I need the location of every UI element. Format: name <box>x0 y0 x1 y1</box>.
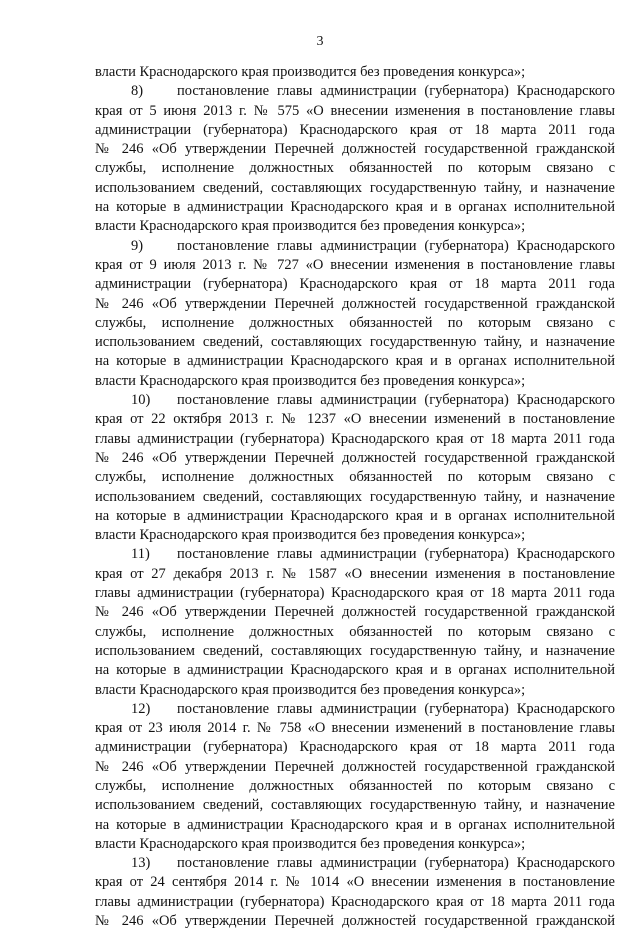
list-item-line: власти Краснодарского края производится без проведения конкурса»; <box>95 681 526 698</box>
list-item-line: края от 23 июля 2014 г. № 758 «О внесении изменений в постановление главы <box>95 720 615 737</box>
list-item-text: постановление главы администрации (губернатора) Краснодарского <box>177 700 615 717</box>
list-item-line: службы, исполнение должностных обязанностей по которым связано с <box>95 469 615 486</box>
list-item-first-line <box>95 391 615 410</box>
page-number: 3 <box>316 34 324 49</box>
list-item-line: службы, исполнение должностных обязанностей по которым связано с <box>95 623 615 640</box>
list-item-line: службы, исполнение должностных обязанностей по которым связано с <box>95 777 615 794</box>
list-item-line: № 246 «Об утверждении Перечней должностей государственной гражданской <box>95 449 615 466</box>
list-item-line: администрации (губернатора) Краснодарского края от 18 марта 2011 года <box>95 739 615 756</box>
list-item-number: 8) <box>131 83 144 100</box>
list-item-first-line <box>95 545 615 564</box>
list-item-line: на которые в администрации Краснодарского края и в органах исполнительной <box>95 199 615 216</box>
document-body <box>95 63 615 931</box>
list-item-number: 10) <box>131 392 151 409</box>
list-item-text: постановление главы администрации (губернатора) Краснодарского <box>177 83 615 100</box>
list-item-line: главы администрации (губернатора) Краснодарского края от 18 марта 2011 года <box>95 430 615 447</box>
list-item-line: использованием сведений, составляющих государственную тайну, и назначение <box>95 334 615 351</box>
list-item-line: использованием сведений, составляющих государственную тайну, и назначение <box>95 797 615 814</box>
list-item-line: № 246 «Об утверждении Перечней должностей государственной гражданской <box>95 141 615 158</box>
list-item-line: на которые в администрации Краснодарского края и в органах исполнительной <box>95 662 615 679</box>
list-item-text: постановление главы администрации (губернатора) Краснодарского <box>177 392 615 409</box>
list-item-line: администрации (губернатора) Краснодарского края от 18 марта 2011 года <box>95 121 615 138</box>
lead-line: власти Краснодарского края производится без проведения конкурса»; <box>95 64 526 80</box>
list-item-line: на которые в администрации Краснодарского края и в органах исполнительной <box>95 507 615 524</box>
list-item-line: № 246 «Об утверждении Перечней должностей государственной гражданской <box>95 295 615 312</box>
list-item-text: постановление главы администрации (губернатора) Краснодарского <box>177 855 615 872</box>
list-item-line: края от 9 июля 2013 г. № 727 «О внесении изменения в постановление главы <box>95 256 615 273</box>
list-item-line: края от 5 июня 2013 г. № 575 «О внесении изменения в постановление главы <box>95 102 615 119</box>
list-item-line: службы, исполнение должностных обязанностей по которым связано с <box>95 160 615 177</box>
list-item-line: края от 22 октября 2013 г. № 1237 «О внесении изменений в постановление <box>95 411 615 428</box>
list-item-first-line <box>95 700 615 719</box>
list-item-line: администрации (губернатора) Краснодарского края от 18 марта 2011 года <box>95 276 615 293</box>
list-item-line: власти Краснодарского края производится без проведения конкурса»; <box>95 218 526 235</box>
list-item-line: края от 24 сентября 2014 г. № 1014 «О внесении изменения в постановление <box>95 874 615 891</box>
list-item-line: главы администрации (губернатора) Краснодарского края от 18 марта 2011 года <box>95 893 615 910</box>
list-item-line: использованием сведений, составляющих государственную тайну, и назначение <box>95 642 615 659</box>
list-item-first-line <box>95 82 615 101</box>
list-item-first-line <box>95 237 615 256</box>
list-item-text: постановление главы администрации (губернатора) Краснодарского <box>177 237 615 254</box>
list-item-line: использованием сведений, составляющих государственную тайну, и назначение <box>95 179 615 196</box>
list-item-number: 13) <box>131 855 151 872</box>
list-item-number: 11) <box>131 546 150 563</box>
list-item-line: власти Краснодарского края производится без проведения конкурса»; <box>95 527 526 544</box>
list-item-line: на которые в администрации Краснодарского края и в органах исполнительной <box>95 353 615 370</box>
list-item-first-line <box>95 854 615 873</box>
list-item-line: главы администрации (губернатора) Краснодарского края от 18 марта 2011 года <box>95 585 615 602</box>
list-item-line: на которые в администрации Краснодарского края и в органах исполнительной <box>95 816 615 833</box>
list-item-line: № 246 «Об утверждении Перечней должностей государственной гражданской <box>95 913 615 930</box>
list-item-line: № 246 «Об утверждении Перечней должностей государственной гражданской <box>95 604 615 621</box>
list-item-number: 9) <box>131 237 144 254</box>
list-item-line: власти Краснодарского края производится без проведения конкурса»; <box>95 372 526 389</box>
list-item-line: края от 27 декабря 2013 г. № 1587 «О внесении изменения в постановление <box>95 565 615 582</box>
list-item-number: 12) <box>131 700 151 717</box>
list-item-line: № 246 «Об утверждении Перечней должностей государственной гражданской <box>95 758 615 775</box>
list-item-text: постановление главы администрации (губернатора) Краснодарского <box>177 546 615 563</box>
list-item-line: использованием сведений, составляющих государственную тайну, и назначение <box>95 488 615 505</box>
list-item-line: власти Краснодарского края производится без проведения конкурса»; <box>95 835 526 852</box>
list-item-line: службы, исполнение должностных обязанностей по которым связано с <box>95 314 615 331</box>
